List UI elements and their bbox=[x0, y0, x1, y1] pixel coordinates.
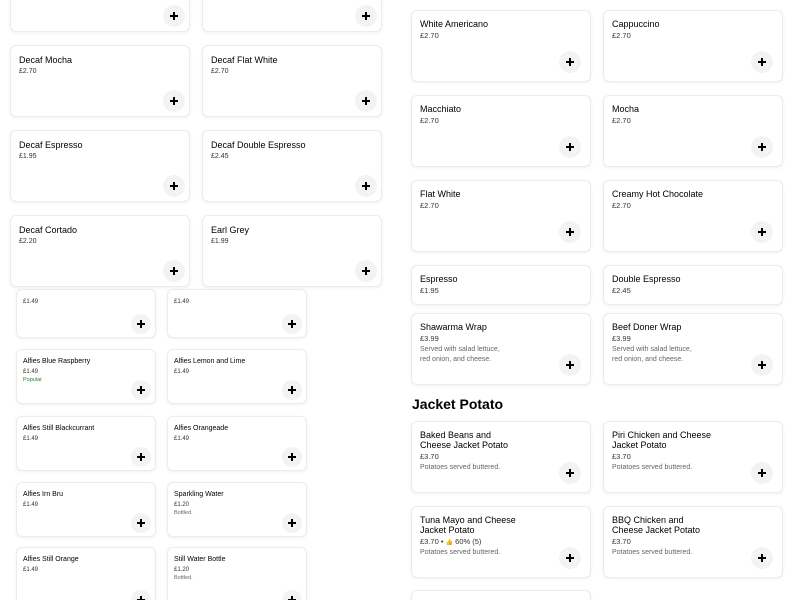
add-item-button[interactable] bbox=[163, 260, 185, 282]
item-price: £1.49 bbox=[174, 369, 190, 375]
add-item-button[interactable] bbox=[751, 221, 773, 243]
add-item-button[interactable] bbox=[751, 136, 773, 158]
add-item-button[interactable] bbox=[751, 51, 773, 73]
menu-item-card[interactable] bbox=[167, 349, 307, 404]
item-name: Still Water Bottle bbox=[174, 556, 226, 563]
plus-icon bbox=[566, 228, 574, 236]
menu-item-card[interactable] bbox=[202, 130, 382, 202]
plus-icon bbox=[758, 228, 766, 236]
item-price-rating bbox=[420, 538, 481, 547]
add-item-button[interactable] bbox=[163, 90, 185, 112]
add-item-button[interactable] bbox=[355, 5, 377, 27]
add-item-button[interactable] bbox=[131, 513, 151, 533]
menu-item-card[interactable] bbox=[411, 265, 591, 305]
add-item-button[interactable] bbox=[355, 175, 377, 197]
plus-icon bbox=[137, 320, 145, 328]
item-price: £1.49 bbox=[23, 369, 39, 375]
add-item-button[interactable] bbox=[282, 513, 302, 533]
add-item-button[interactable] bbox=[282, 380, 302, 400]
item-name: Alfies Still Orange bbox=[23, 556, 79, 563]
item-price: £3.99 bbox=[420, 334, 439, 343]
menu-item-card[interactable] bbox=[411, 95, 591, 167]
menu-item-card[interactable] bbox=[411, 313, 591, 385]
item-price: £2.70 bbox=[420, 201, 439, 210]
item-description: Potatoes served buttered. bbox=[420, 464, 501, 471]
menu-item-card[interactable] bbox=[603, 95, 783, 167]
add-item-button[interactable] bbox=[751, 354, 773, 376]
item-name: Mocha bbox=[612, 104, 640, 114]
add-item-button[interactable] bbox=[282, 314, 302, 334]
item-rating: 60% (5) bbox=[455, 537, 482, 546]
plus-icon bbox=[758, 143, 766, 151]
item-price: £2.20 bbox=[19, 238, 37, 245]
plus-icon bbox=[288, 320, 296, 328]
thumbs-up-icon: 👍 bbox=[445, 540, 454, 546]
item-price: £1.49 bbox=[174, 436, 190, 442]
add-item-button[interactable] bbox=[131, 590, 151, 600]
menu-item-card[interactable] bbox=[16, 547, 156, 600]
item-name: Decaf Mocha bbox=[19, 55, 73, 65]
plus-icon bbox=[137, 386, 145, 394]
menu-item-card[interactable] bbox=[411, 180, 591, 252]
menu-item-card[interactable] bbox=[603, 506, 783, 578]
item-price: £1.20 bbox=[174, 502, 190, 508]
item-name: Earl Grey bbox=[211, 225, 250, 235]
item-description: Served with salad lettuce, bbox=[420, 346, 500, 353]
plus-icon bbox=[566, 469, 574, 477]
item-price: £3.70 • bbox=[420, 537, 444, 546]
item-price: £3.70 bbox=[612, 452, 631, 461]
item-price: £3.70 bbox=[420, 452, 439, 461]
menu-item-card[interactable] bbox=[167, 289, 307, 338]
item-name: Sparkling Water bbox=[174, 491, 224, 498]
plus-icon bbox=[137, 519, 145, 527]
plus-icon bbox=[566, 554, 574, 562]
item-price: £1.20 bbox=[174, 567, 190, 573]
item-price: £2.70 bbox=[612, 201, 631, 210]
add-item-button[interactable] bbox=[131, 380, 151, 400]
item-name: Double Espresso bbox=[612, 274, 681, 284]
popular-badge: Popular bbox=[23, 377, 42, 383]
item-description: Bottled. bbox=[174, 575, 193, 581]
menu-item-card[interactable] bbox=[202, 215, 382, 287]
item-description: Bottled. bbox=[174, 510, 193, 516]
add-item-button[interactable] bbox=[559, 462, 581, 484]
item-name: Cappuccino bbox=[612, 19, 660, 29]
menu-item-card[interactable] bbox=[16, 349, 156, 404]
add-item-button[interactable] bbox=[282, 447, 302, 467]
item-price: £2.45 bbox=[211, 153, 229, 160]
plus-icon bbox=[566, 143, 574, 151]
item-name: Beef Doner Wrap bbox=[612, 322, 682, 332]
menu-item-card[interactable] bbox=[10, 45, 190, 117]
item-description: Potatoes served buttered. bbox=[612, 464, 693, 471]
item-name: Decaf Double Espresso bbox=[211, 140, 306, 150]
add-item-button[interactable] bbox=[355, 90, 377, 112]
add-item-button[interactable] bbox=[559, 354, 581, 376]
item-name: Alfies Irn Bru bbox=[23, 491, 64, 498]
plus-icon bbox=[170, 267, 178, 275]
menu-item-card[interactable] bbox=[16, 289, 156, 338]
item-price: £1.49 bbox=[23, 567, 39, 573]
item-price: £1.49 bbox=[23, 502, 39, 508]
add-item-button[interactable] bbox=[751, 462, 773, 484]
menu-item-card[interactable] bbox=[603, 265, 783, 305]
item-name: Creamy Hot Chocolate bbox=[612, 189, 704, 199]
add-item-button[interactable] bbox=[355, 260, 377, 282]
menu-item-card[interactable] bbox=[167, 547, 307, 600]
add-item-button[interactable] bbox=[131, 314, 151, 334]
menu-item-card[interactable] bbox=[16, 416, 156, 471]
item-name: White Americano bbox=[420, 19, 489, 29]
item-price: £2.45 bbox=[612, 286, 631, 295]
plus-icon bbox=[288, 519, 296, 527]
add-item-button[interactable] bbox=[559, 51, 581, 73]
item-price: £2.70 bbox=[211, 68, 229, 75]
menu-item-card[interactable] bbox=[202, 45, 382, 117]
add-item-button[interactable] bbox=[163, 175, 185, 197]
plus-icon bbox=[137, 596, 145, 600]
item-name: Shawarma Wrap bbox=[420, 322, 487, 332]
item-price: £1.49 bbox=[174, 299, 190, 305]
item-description: red onion, and cheese. bbox=[612, 356, 684, 363]
item-price: £2.70 bbox=[420, 31, 439, 40]
menu-item-card[interactable] bbox=[411, 10, 591, 82]
add-item-button[interactable] bbox=[282, 590, 302, 600]
plus-icon bbox=[566, 361, 574, 369]
add-item-button[interactable] bbox=[131, 447, 151, 467]
item-name: Cheese Jacket Potato bbox=[420, 440, 509, 450]
item-price: £1.95 bbox=[19, 153, 37, 160]
item-price: £1.95 bbox=[420, 286, 439, 295]
item-price: £3.99 bbox=[612, 334, 631, 343]
menu-item-card[interactable] bbox=[10, 215, 190, 287]
item-name: Alfies Still Blackcurrant bbox=[23, 425, 95, 432]
plus-icon bbox=[758, 58, 766, 66]
menu-item-card[interactable] bbox=[16, 482, 156, 537]
menu-item-card[interactable] bbox=[411, 421, 591, 493]
item-name: Cheese Jacket Potato bbox=[612, 525, 701, 535]
plus-icon bbox=[288, 453, 296, 461]
menu-item-card[interactable] bbox=[411, 590, 591, 600]
plus-icon bbox=[758, 469, 766, 477]
item-price: £3.70 bbox=[612, 537, 631, 546]
plus-icon bbox=[362, 267, 370, 275]
item-name: Piri Chicken and Cheese bbox=[612, 430, 712, 440]
plus-icon bbox=[758, 361, 766, 369]
menu-item-card[interactable] bbox=[411, 506, 591, 578]
plus-icon bbox=[170, 97, 178, 105]
plus-icon bbox=[758, 554, 766, 562]
item-price: £2.70 bbox=[420, 116, 439, 125]
item-name: Alfies Orangeade bbox=[174, 425, 229, 432]
item-name: Espresso bbox=[420, 274, 458, 284]
section-heading: Jacket Potato bbox=[412, 396, 504, 412]
item-price: £1.49 bbox=[23, 299, 39, 305]
menu-item-card[interactable] bbox=[603, 313, 783, 385]
plus-icon bbox=[362, 12, 370, 20]
plus-icon bbox=[170, 12, 178, 20]
item-name: Decaf Flat White bbox=[211, 55, 278, 65]
item-price: £1.49 bbox=[23, 436, 39, 442]
item-price: £2.70 bbox=[612, 31, 631, 40]
item-price: £2.70 bbox=[612, 116, 631, 125]
menu-item-card[interactable] bbox=[167, 416, 307, 471]
add-item-button[interactable] bbox=[559, 136, 581, 158]
item-name: Alfies Blue Raspberry bbox=[23, 358, 91, 365]
item-name: Tuna Mayo and Cheese bbox=[420, 515, 516, 525]
plus-icon bbox=[362, 182, 370, 190]
add-item-button[interactable] bbox=[751, 547, 773, 569]
plus-icon bbox=[288, 386, 296, 394]
item-description: Served with salad lettuce, bbox=[612, 346, 692, 353]
add-item-button[interactable] bbox=[559, 547, 581, 569]
add-item-button[interactable] bbox=[559, 221, 581, 243]
menu-item-card[interactable] bbox=[167, 482, 307, 537]
plus-icon bbox=[137, 453, 145, 461]
add-item-button[interactable] bbox=[163, 5, 185, 27]
menu-item-card[interactable] bbox=[603, 421, 783, 493]
item-name: Baked Beans and bbox=[420, 430, 492, 440]
item-description: red onion, and cheese. bbox=[420, 356, 492, 363]
menu-item-card[interactable] bbox=[603, 10, 783, 82]
item-name: Flat White bbox=[420, 189, 461, 199]
plus-icon bbox=[288, 596, 296, 600]
plus-icon bbox=[170, 182, 178, 190]
item-name: Alfies Lemon and Lime bbox=[174, 358, 246, 365]
menu-item-card[interactable] bbox=[10, 0, 190, 32]
item-price: £2.70 bbox=[19, 68, 37, 75]
item-name: Jacket Potato bbox=[420, 525, 475, 535]
menu-item-card[interactable] bbox=[202, 0, 382, 32]
item-description: Potatoes served buttered. bbox=[612, 549, 693, 556]
item-name: BBQ Chicken and bbox=[612, 515, 684, 525]
plus-icon bbox=[362, 97, 370, 105]
item-name: Jacket Potato bbox=[612, 440, 667, 450]
item-price: £1.99 bbox=[211, 238, 229, 245]
menu-item-card[interactable] bbox=[10, 130, 190, 202]
item-description: Potatoes served buttered. bbox=[420, 549, 501, 556]
menu-item-card[interactable] bbox=[603, 180, 783, 252]
item-name: Macchiato bbox=[420, 104, 462, 114]
item-name: Decaf Cortado bbox=[19, 225, 78, 235]
plus-icon bbox=[566, 58, 574, 66]
item-name: Decaf Espresso bbox=[19, 140, 83, 150]
